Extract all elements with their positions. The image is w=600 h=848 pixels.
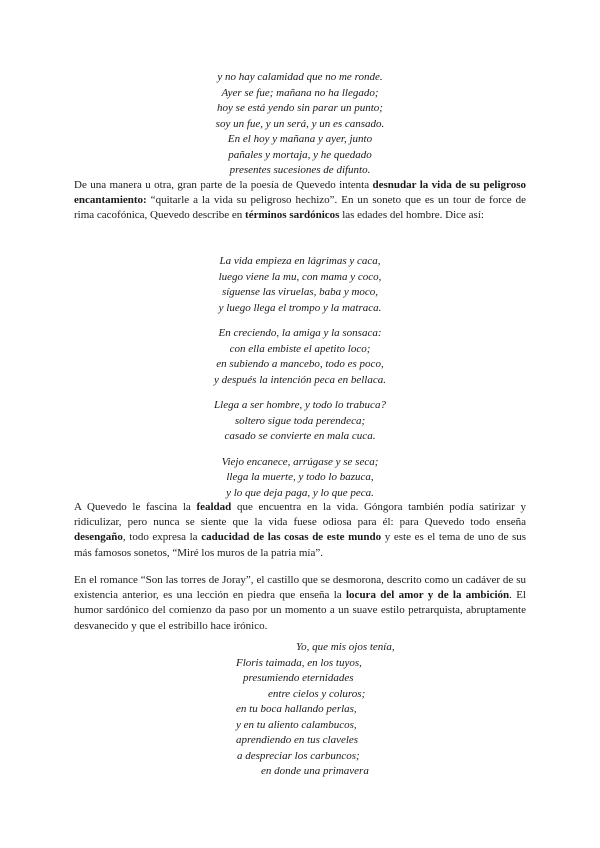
poem-line: llega la muerte, y todo lo bazuca, — [226, 471, 374, 483]
poem-line: en tu boca hallando perlas, — [236, 703, 357, 715]
bold-phrase: fealdad — [196, 501, 232, 513]
stanza — [0, 398, 600, 445]
poem-line: luego viene la mu, con mama y coco, — [218, 270, 382, 283]
paragraph-quevedo-intro: De una manera u otra, gran parte de la poesía de Quevedo intenta desnudar la vida de su peligroso encantamiento: “quitarle a la vida su peligroso hechizo”. En un soneto que es un tour de force de rima cacofónica, Quevedo describe en términos sardónicos las edades del hombre. Dice así: — [74, 179, 527, 222]
poem-line: Ayer se fue; mañana no ha llegado; — [221, 86, 379, 99]
poem-line: soltero sigue toda perendeca; — [234, 414, 366, 427]
poem-romance — [0, 640, 600, 780]
paragraph-fealdad: A Quevedo le fascina la fealdad que encuentra en la vida. Góngora también podía satirizar y ridiculizar, pero nunca se siente que la vida fuese odiosa para él: para Quevedo todo enseña desengaño, todo expresa la caducidad de las cosas de este mundo y este es el tema de uno de sus más famosos sonetos, “Miré los muros de la patria mía”. — [74, 501, 527, 559]
bold-phrase: caducidad de las cosas de este mundo — [201, 531, 382, 544]
poem-line: Llega a ser hombre, y todo lo trabuca? — [214, 399, 386, 411]
poem-line: síguense las viruelas, baba y moco, — [221, 286, 379, 298]
poem-line: soy un fue, y un será, y un es cansado. — [215, 117, 385, 130]
stanza — [0, 455, 600, 502]
paragraph-romance-joray: En el romance “Son las torres de Joray”, el castillo que se desmorona, descrito como un cadáver de su existencia anterior, es una lección en piedra que enseña la locura del amor y de la ambición. El humor sardónico del comienzo da paso por un momento a un suave estilo petrarquista, abruptamente desvanecido y que el estribillo hace irónico. — [74, 574, 526, 632]
poem-line: y después la intención peca en bellaca. — [214, 373, 386, 386]
poem-line: hoy se está yendo sin parar un punto; — [217, 102, 383, 114]
poem-line: En creciendo, la amiga y la sonsaca: — [218, 327, 382, 339]
poem-line: aprendiendo en tus claveles — [236, 734, 359, 746]
poem-line: Floris taimada, en los tuyos, — [236, 656, 362, 669]
poem-line: en subiendo a mancebo, todo es poco, — [216, 358, 384, 370]
poem-line: La vida empieza en lágrimas y caca, — [219, 255, 381, 267]
poem-edades-del-hombre — [0, 254, 600, 501]
poem-line: en donde una primavera — [261, 765, 369, 777]
poem-line: Yo, que mis ojos tenía, — [296, 641, 395, 653]
poem-line: y no hay calamidad que no me ronde. — [217, 71, 383, 83]
bold-phrase: términos sardónicos — [245, 209, 340, 222]
poem-line: con ella embiste el apetito loco; — [229, 342, 371, 355]
poem-line: casado se convierte en mala cuca. — [224, 430, 376, 442]
poem-sonnet-ending — [0, 70, 600, 179]
poem-line: pañales y mortaja, y he quedado — [228, 148, 372, 161]
poem-line: y en tu aliento calambucos, — [236, 718, 357, 731]
stanza — [0, 326, 600, 388]
bold-phrase: desnudar la vida de su peligroso encantamiento: — [74, 179, 527, 207]
poem-line: entre cielos y coluros; — [268, 687, 366, 700]
stanza — [0, 254, 600, 316]
poem-line: a despreciar los carbuncos; — [237, 749, 360, 762]
poem-line: presentes sucesiones de difunto. — [229, 164, 371, 176]
poem-line: y lo que deja paga, y lo que peca. — [226, 486, 374, 499]
bold-phrase: desengaño — [74, 531, 123, 544]
poem-line: y luego llega el trompo y la matraca. — [218, 301, 382, 314]
bold-phrase: locura del amor y de la ambición — [346, 589, 510, 602]
poem-line: Viejo encanece, arrúgase y se seca; — [221, 455, 379, 468]
poem-line: presumiendo eternidades — [243, 672, 354, 684]
poem-line: En el hoy y mañana y ayer, junto — [227, 133, 373, 145]
